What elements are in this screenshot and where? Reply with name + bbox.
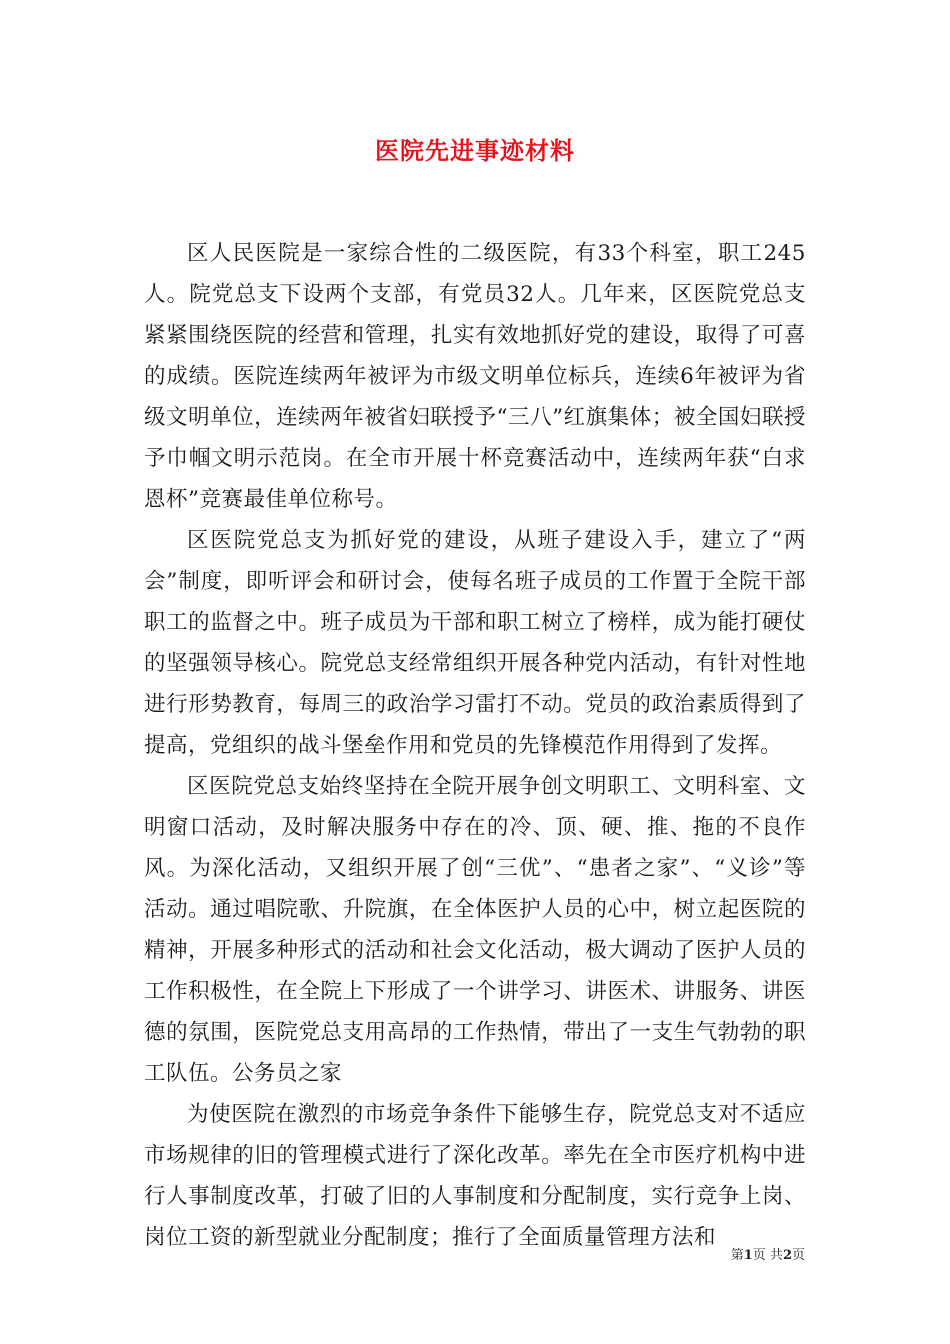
paragraph-1: 区人民医院是一家综合性的二级医院，有33个科室，职工245人。院党总支下设两个支部，有党员32人。几年来，区医院党总支紧紧围绕医院的经营和管理，扎实有效地抓好党的建设，取得了可喜的成绩。医院连续两年被评为市级文明单位标兵，连续6年被评为省级文明单位，连续两年被省妇联授予“三八”红旗集体；被全国妇联授予巾帼文明示范岗。在全市开展十杯竞赛活动中，连续两年获“白求恩杯”竞赛最佳单位称号。: [144, 241, 806, 512]
paragraph-2: 区医院党总支为抓好党的建设，从班子建设入手，建立了“两会”制度，即听评会和研讨会，使每名班子成员的工作置于全院干部职工的监督之中。班子成员为干部和职工树立了榜样，成为能打硬仗的坚强领导核心。院党总支经常组织开展各种党内活动，有针对性地进行形势教育，每周三的政治学习雷打不动。党员的政治素质得到了提高，党组织的战斗堡垒作用和党员的先锋模范作用得到了发挥。: [144, 528, 806, 758]
paragraph-4: 为使医院在激烈的市场竞争条件下能够生存，院党总支对不适应市场规律的旧的管理模式进行了深化改革。率先在全市医疗机构中进行人事制度改革，打破了旧的人事制度和分配制度，实行竞争上岗、岗位工资的新型就业分配制度；推行了全面质量管理方法和: [144, 1102, 806, 1250]
current-page-number: 1: [743, 1248, 753, 1263]
document-body: [144, 233, 806, 1258]
footer-prefix: 第: [730, 1248, 744, 1263]
paragraph-3: 区医院党总支始终坚持在全院开展争创文明职工、文明科室、文明窗口活动，及时解决服务中存在的冷、顶、硬、推、拖的不良作风。为深化活动，又组织开展了创“三优”、“患者之家”、“义诊”等活动。通过唱院歌、升院旗，在全体医护人员的心中，树立起医院的精神，开展多种形式的活动和社会文化活动，极大调动了医护人员的工作积极性，在全院上下形成了一个讲学习、讲医术、讲服务、讲医德的氛围，医院党总支用高昂的工作热情，带出了一支生气勃勃的职工队伍。公务员之家: [144, 774, 806, 1086]
footer-suffix: 页: [791, 1248, 805, 1263]
page-title: 医院先进事迹材料: [375, 136, 575, 165]
total-pages-number: 2: [782, 1248, 792, 1263]
page-number-footer: [731, 1244, 805, 1263]
footer-middle: 页 共: [752, 1248, 783, 1263]
